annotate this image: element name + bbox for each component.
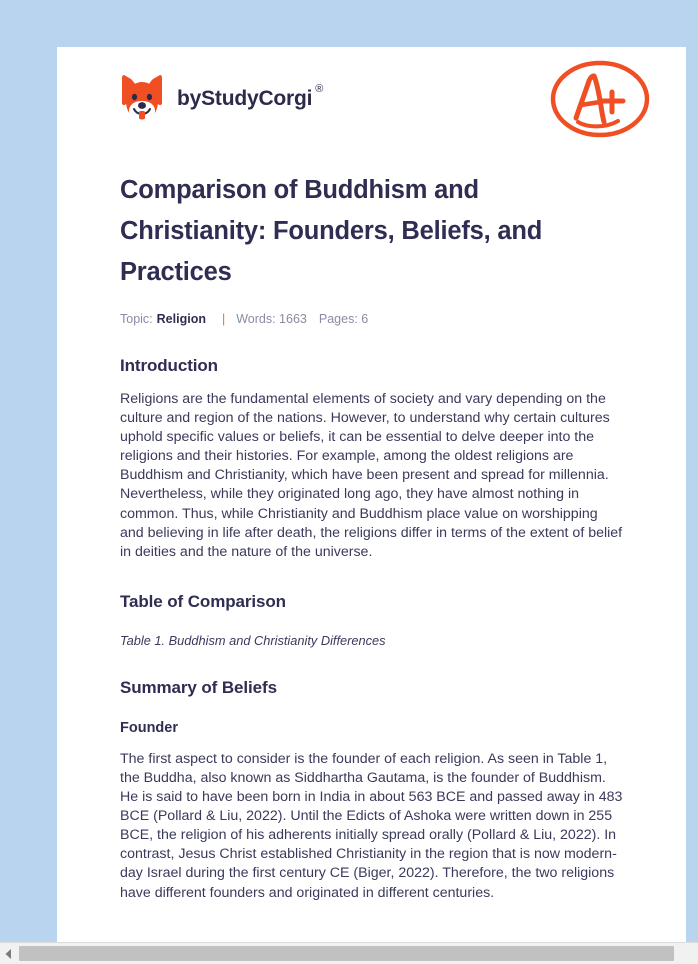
registered-trademark-icon: ® [315, 82, 324, 95]
topic-value[interactable]: Religion [156, 312, 206, 326]
page-count: Pages: 6 [318, 312, 369, 326]
document-page [57, 47, 686, 942]
brand-prefix: by [177, 86, 202, 110]
page-header [57, 47, 686, 152]
table-caption: Table 1. Buddhism and Christianity Differences [120, 632, 386, 648]
brand-name: StudyCorgi [201, 86, 313, 110]
scroll-left-button[interactable] [0, 943, 17, 964]
section-paragraph-introduction: Religions are the fundamental elements of society and vary depending on the culture and region of the nations. However, to understand why certain cultures uphold specific values or beliefs, it can be essential to delve deeper into the religions and their histories. For example, among the oldest religions are Buddhism and Christianity, which have been present and spread for millennia. Nevertheless, while they originated long ago, they have almost nothing in common. Thus, while Christianity and Buddhism place value on worshipping and believing in life after death, the religions differ in terms of the extent of belief in deities and the nature of the universe. [120, 391, 623, 560]
subsection-heading-founder: Founder [120, 719, 178, 736]
scrollbar-track[interactable] [17, 943, 698, 964]
section-heading-table-of-comparison: Table of Comparison [120, 591, 286, 611]
corgi-face-icon [120, 73, 164, 123]
scrollbar-thumb[interactable] [19, 946, 674, 961]
section-heading-introduction: Introduction [120, 356, 218, 375]
meta-separator: | [221, 312, 226, 326]
a-plus-grade-badge [548, 56, 653, 142]
document-body [57, 170, 686, 903]
brand-wordmark [177, 82, 324, 110]
document-meta [120, 312, 623, 326]
horizontal-scrollbar[interactable] [0, 942, 698, 964]
topic-label: Topic: [120, 312, 153, 326]
studycorgi-logo[interactable] [120, 73, 323, 123]
word-count: Words: 1663 [236, 312, 307, 326]
section-heading-summary-of-beliefs: Summary of Beliefs [120, 677, 277, 697]
a-plus-circle-icon [548, 56, 653, 142]
section-paragraph-founder: The first aspect to consider is the founder of each religion. As seen in Table 1, the Buddha, also known as Siddhartha Gautama, is the founder of Buddhism. He is said to have been born in India in about 563 BCE and passed away in 483 BCE (Pollard & Liu, 2022). Until the Edicts of Ashoka were written down in 255 BCE, the religion of his adherents initially spread orally (Pollard & Liu, 2022). In contrast, Jesus Christ established Christianity in the region that is now modern-day Israel during the first century CE (Biger, 2022). Therefore, the two religions have different founders and originated in different centuries. [120, 750, 623, 901]
triangle-left-icon [5, 949, 13, 959]
page-title: Comparison of Buddhism and Christianity: Founders, Beliefs, and Practices [120, 176, 543, 286]
